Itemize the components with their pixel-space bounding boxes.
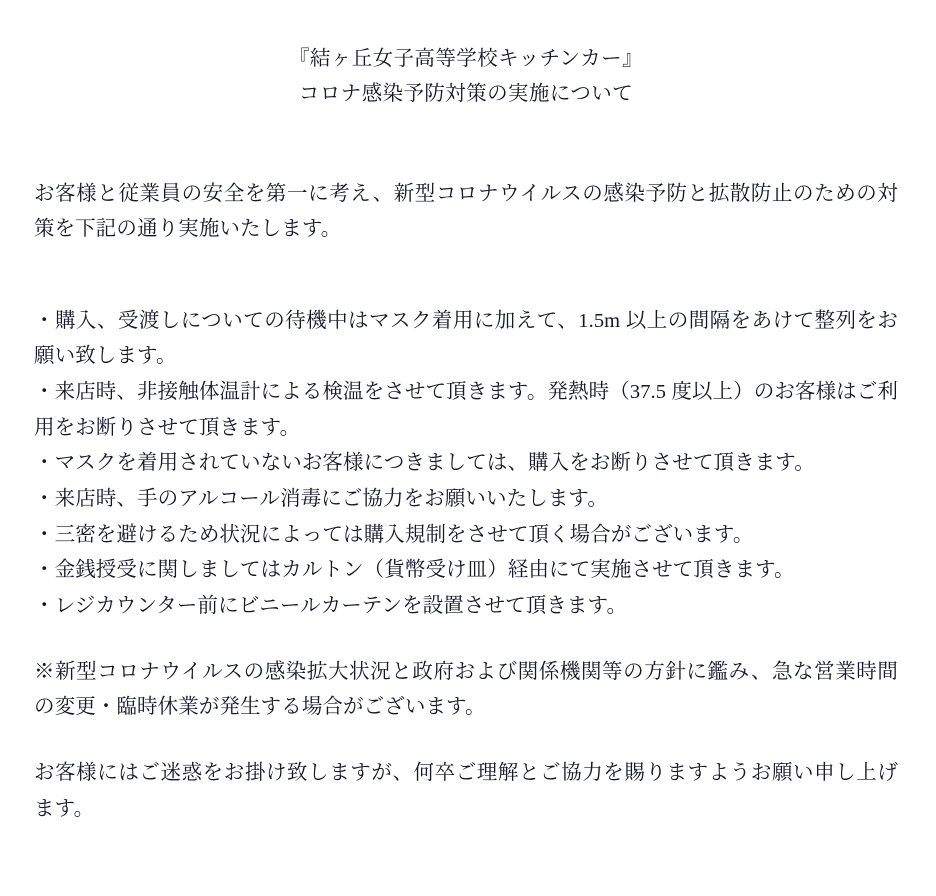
title-line-2: コロナ感染予防対策の実施について — [298, 83, 634, 106]
document-body — [34, 177, 898, 828]
list-item: ・三密を避けるため状況によっては購入規制をさせて頂く場合がございます。 — [34, 523, 754, 546]
list-item: ・来店時、手のアルコール消毒にご協力をお願いいたします。 — [34, 488, 608, 511]
title-line-1: 『結ヶ丘女子高等学校キッチンカー』 — [288, 48, 644, 70]
note-paragraph: ※新型コロナウイルスの感染拡大状況と政府および関係機関等の方針に鑑み、急な営業時間の変更・臨時休業が発生する場合がございます。 — [34, 660, 898, 719]
list-item: ・レジカウンター前にビニールカーテンを設置させて頂きます。 — [34, 595, 628, 618]
intro-paragraph: お客様と従業員の安全を第一に考え、新型コロナウイルスの感染予防と拡散防止のための対策を下記の通り実施いたします。 — [34, 182, 898, 241]
closing-paragraph: お客様にはご迷惑をお掛け致しますが、何卒ご理解とご協力を賜りますようお願い申し上げます。 — [34, 762, 898, 820]
list-item: ・金銭授受に関しましてはカルトン（貨幣受け皿）経由にて実施させて頂きます。 — [34, 559, 795, 582]
document-title — [34, 42, 898, 113]
note-section — [34, 655, 898, 726]
list-item: ・マスクを着用されていないお客様につきましては、購入をお断りさせて頂きます。 — [34, 452, 815, 475]
list-item: ・購入、受渡しについての待機中はマスク着用に加えて、1.5m 以上の間隔をあけて整列をお願い致します。 — [34, 309, 898, 368]
list-item: ・来店時、非接触体温計による検温をさせて頂きます。発熱時（37.5 度以上）のお客様はご利用をお断りさせて頂きます。 — [34, 381, 898, 439]
measures-list — [34, 304, 898, 625]
closing-section — [34, 756, 898, 827]
